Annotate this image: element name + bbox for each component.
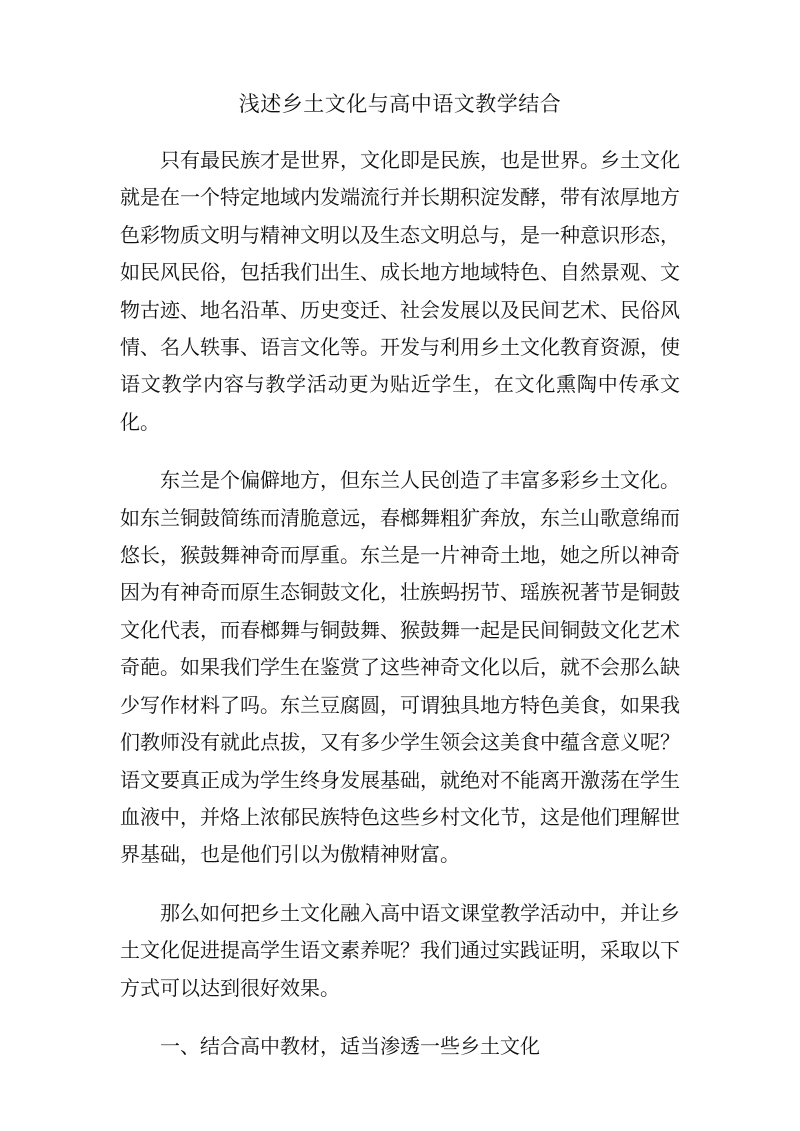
paragraph-method: 那么如何把乡土文化融入高中语文课堂教学活动中，并让乡土文化促进提高学生语文素养呢？我们通过实践证明，采取以下方式可以达到很好效果。 [120,900,680,1000]
paragraph-intro: 只有最民族才是世界，文化即是民族，也是世界。乡土文化就是在一个特定地域内发端流行并长期积淀发酵，带有浓厚地方色彩物质文明与精神文明以及生态文明总与，是一种意识形态，如民风民俗，包括我们出生、成长地方地域特色、自然景观、文物古迹、地名沿革、历史变迁、社会发展以及民间艺术、民俗风情、名人轶事、语言文化等。开发与利用乡土文化教育资源，使语文教学内容与教学活动更为贴近学生，在文化熏陶中传承文化。 [120,148,680,434]
document-title: 浅述乡土文化与高中语文教学结合 [238,92,562,116]
section-heading: 一、结合高中教材，适当渗透一些乡土文化 [160,1033,540,1058]
paragraph-donglan: 东兰是个偏僻地方，但东兰人民创造了丰富多彩乡土文化。如东兰铜鼓简练而清脆意远，春榔舞粗犷奔放，东兰山歌意绵而悠长，猴鼓舞神奇而厚重。东兰是一片神奇土地，她之所以神奇因为有神奇而原生态铜鼓文化，壮族蚂拐节、瑶族祝著节是铜鼓文化代表，而春榔舞与铜鼓舞、猴鼓舞一起是民间铜鼓文化艺术奇葩。如果我们学生在鉴赏了这些神奇文化以后，就不会那么缺少写作材料了吗。东兰豆腐圆，可谓独具地方特色美食，如果我们教师没有就此点拔，又有多少学生领会这美食中蕴含意义呢？语文要真正成为学生终身发展基础，就绝对不能离开激荡在学生血液中，并烙上浓郁民族特色这些乡村文化节，这是他们理解世界基础，也是他们引以为傲精神财富。 [120,468,680,867]
document-page [120,92,680,1065]
